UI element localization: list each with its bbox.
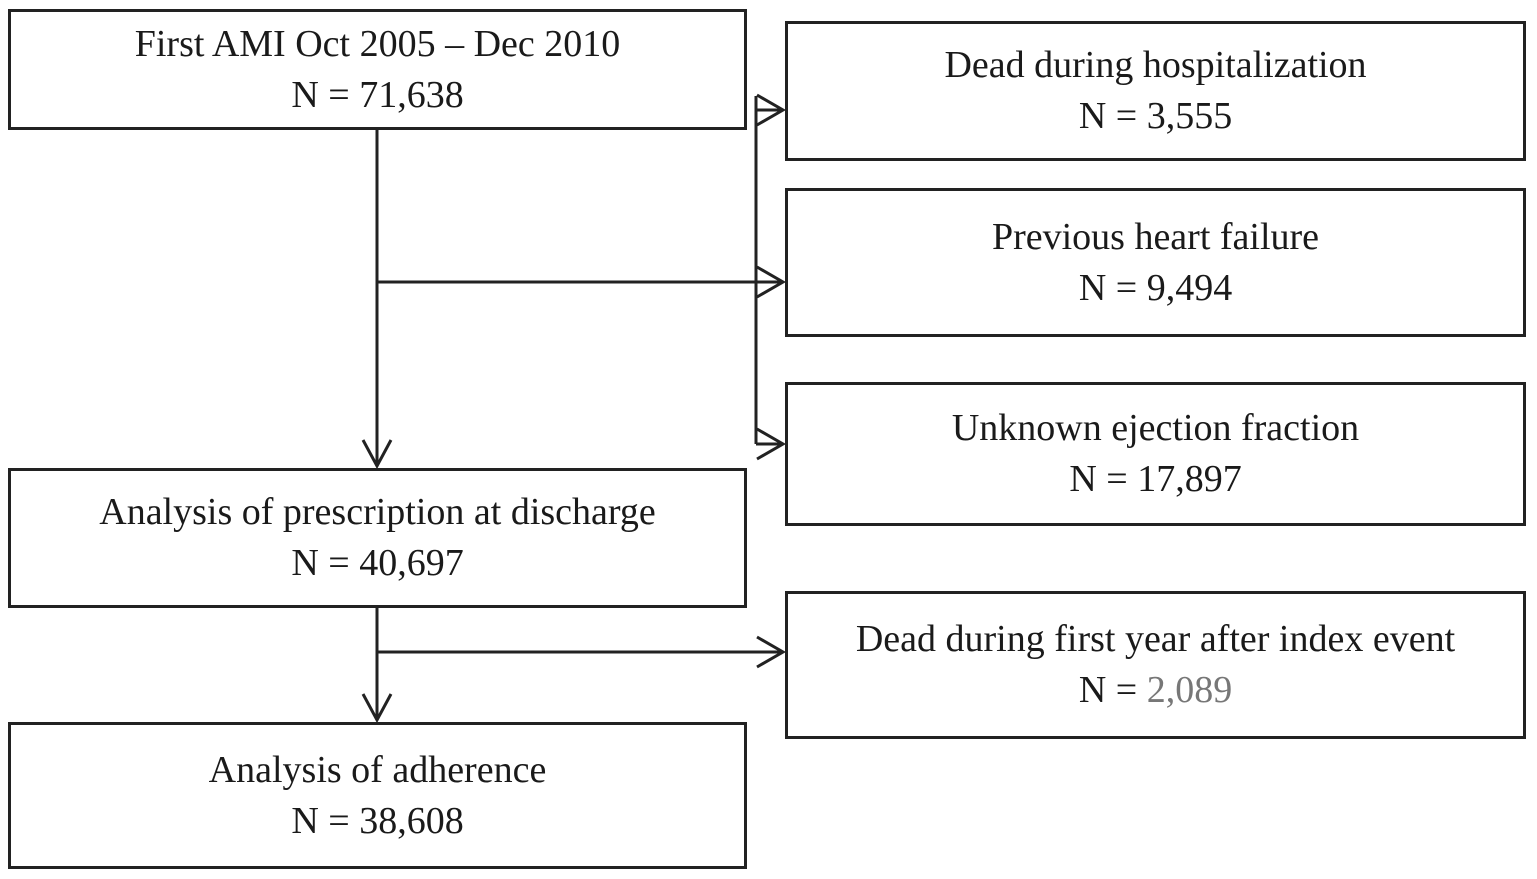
start-cohort-title: First AMI Oct 2005 – Dec 2010	[134, 22, 621, 65]
discharge-analysis-box	[8, 468, 747, 608]
exclusion-title: Previous heart failure	[991, 215, 1320, 258]
exclusion-title: Dead during first year after index event	[855, 618, 1456, 660]
adherence-analysis-title: Analysis of adherence	[208, 748, 547, 791]
exclusion-box-unknown-ejection-fraction	[785, 382, 1526, 526]
discharge-analysis-count: N = 40,697	[291, 542, 464, 584]
exclusion-box-previous-heart-failure	[785, 188, 1526, 337]
exclusion-title: Unknown ejection fraction	[951, 407, 1360, 449]
exclusion-count: N = 9,494	[1078, 266, 1233, 309]
exclusion-box-dead-first-year	[785, 591, 1526, 739]
exclusion-box-dead-hospitalization	[785, 21, 1526, 161]
exclusion-title: Dead during hospitalization	[944, 44, 1367, 86]
exclusion-count: N = 17,897	[1069, 458, 1242, 500]
exclusion-count: N = 2,089	[1078, 669, 1233, 711]
start-cohort-box	[8, 9, 747, 130]
adherence-analysis-count: N = 38,608	[291, 799, 464, 842]
start-cohort-count: N = 71,638	[291, 73, 464, 116]
discharge-analysis-title: Analysis of prescription at discharge	[99, 491, 656, 533]
exclusion-count: N = 3,555	[1078, 95, 1233, 137]
adherence-analysis-box	[8, 722, 747, 869]
